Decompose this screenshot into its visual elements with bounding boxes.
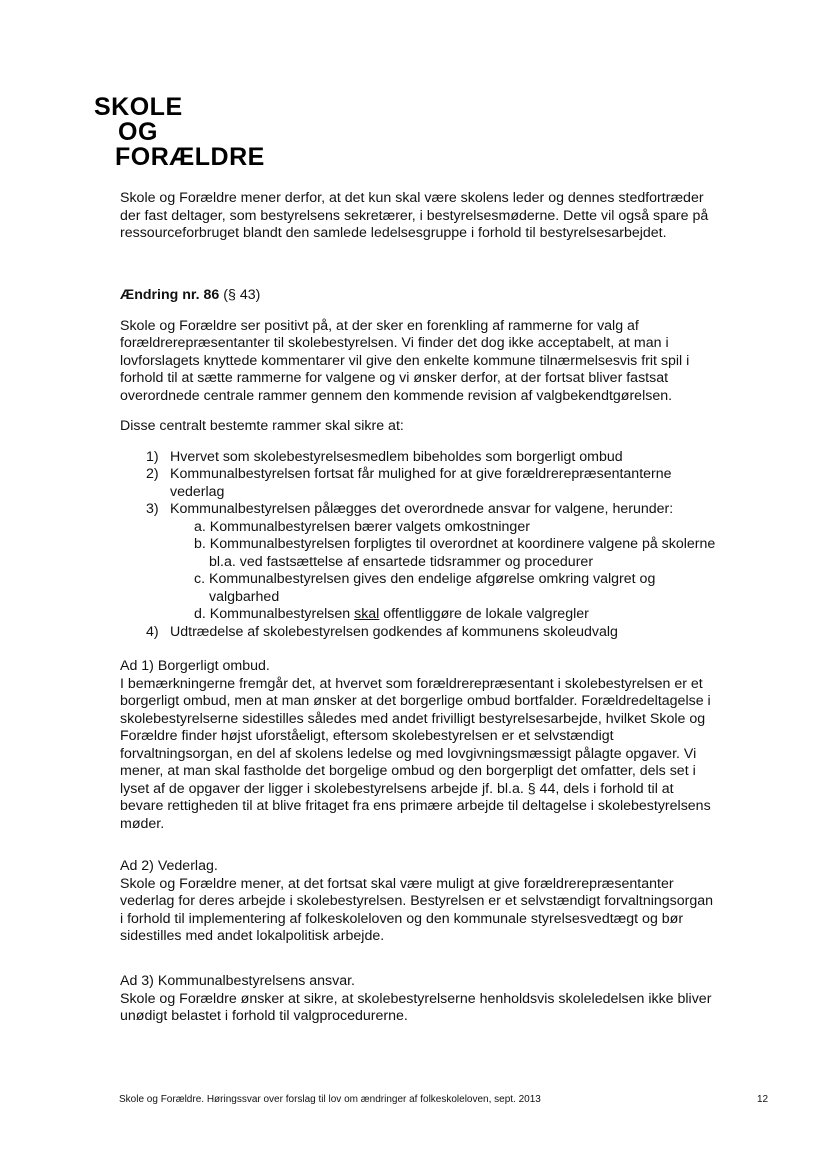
- amendment-paragraph: Skole og Forældre ser positivt på, at der sker en forenkling af rammerne for valg af forældrerepræsentanter til skolebestyrelsen. Vi finder det dog ikke acceptabelt, at man i lovforslagets knyttede kommentarer vil give den enkelte kommune tilnærmelsesvis frit spil i forhold til at sætte rammerne for valgene og vi ønsker derfor, at der fortsat bliver fastsat overordnede centrale rammer gennem den kommende revision af valgbekendtgørelsen.: [120, 317, 690, 404]
- requirements-list: [120, 449, 720, 642]
- logo-line-skole: SKOLE: [94, 93, 183, 121]
- list-intro: Disse centralt bestemte rammer skal sikre at:: [120, 418, 404, 434]
- ad2-section: [120, 858, 720, 946]
- list-item: [120, 624, 720, 642]
- logo-line-og: OG: [118, 118, 158, 146]
- ad3-section: [120, 973, 720, 1026]
- ad1-text: I bemærkningerne fremgår det, at hvervet som forældrerepræsentant i skolebestyrelsen er et borgerligt ombud, men at man ønsker at det borgerlige ombud bortfalder. Forældredeltagelse i skolebestyrelserne sidestilles således med andet frivilligt bestyrelsesarbejde, hvilket Skole og Forældre finder højst uforståeligt, eftersom skolebestyrelsen er et selvstændigt forvaltningsorgan, en del af skolens ledelse og med lovgivningsmæssigt pålagte opgaver. Vi mener, at man skal fastholde det borgelige ombud og den borgerpligt det omfatter, dels set i lyset af de opgaver der ligger i skolebestyrelsens arbejde jf. bl.a. § 44, dels i forhold til at bevare rettigheden til at blive fritaget fra ens primære arbejde til deltagelse i skolebestyrelsens møder.: [120, 675, 711, 832]
- logo-line-foraeldre: FORÆLDRE: [115, 143, 265, 171]
- sub-list: [170, 519, 720, 624]
- amendment-heading-ref: (§ 43): [223, 287, 261, 303]
- ad3-text: Skole og Forældre ønsker at sikre, at skolebestyrelserne henholdsvis skoleledelsen ikke bliver unødigt belastet i forhold til valgprocedurerne.: [120, 990, 712, 1024]
- list-item-number: 1): [146, 448, 159, 465]
- page-footer: Skole og Forældre. Høringssvar over forslag til lov om ændringer af folkeskoleloven, sept. 2013: [119, 1094, 541, 1105]
- ad2-text: Skole og Forældre mener, at det fortsat skal være muligt at give forældrerepræsentanter vederlag for deres arbejde i skolebestyrelsen. Bestyrelsen er et selvstændigt forvaltningsorgan i forhold til implementering af folkeskoleloven og den kommunale styrelsesvedtægt og bør sidestilles med andet lokalpolitisk arbejde.: [120, 875, 714, 944]
- list-item: [120, 449, 720, 467]
- list-item-number: 2): [146, 466, 159, 482]
- page-number: 12: [757, 1094, 769, 1105]
- list-item-text: Kommunalbestyrelsen pålægges det overordnede ansvar for valgene, herunder:: [170, 501, 674, 517]
- sub-list-item: b. Kommunalbestyrelsen forpligtes til overordnet at koordinere valgene på skolerne bl.a. ved fastsættelse af ensartede tidsrammer og procedurer: [194, 536, 716, 570]
- list-item: [120, 466, 720, 501]
- organization-logo: [94, 95, 265, 170]
- sub-item-d-pre: d. Kommunalbestyrelsen: [194, 606, 355, 622]
- amendment-section: [120, 287, 720, 641]
- sub-list-item: a. Kommunalbestyrelsen bærer valgets omkostninger: [194, 518, 530, 535]
- sub-list-item: c. Kommunalbestyrelsen gives den endelige afgørelse omkring valgret og valgbarhed: [194, 571, 656, 605]
- intro-section: [120, 190, 720, 243]
- list-item-text: Udtrædelse af skolebestyrelsen godkendes af kommunens skoleudvalg: [170, 623, 618, 640]
- ad2-title: Ad 2) Vederlag.: [120, 858, 218, 874]
- ad1-section: [120, 658, 720, 833]
- list-item-text: Hvervet som skolebestyrelsesmedlem bibeholdes som borgerligt ombud: [170, 448, 623, 465]
- amendment-heading-title: Ændring nr. 86: [120, 287, 220, 303]
- list-item-number: 4): [146, 623, 159, 640]
- sub-item-d-post: offentliggøre de lokale valgregler: [379, 606, 589, 622]
- list-item-number: 3): [146, 501, 159, 517]
- sub-item-d-emphasis: skal: [354, 606, 380, 622]
- ad3-title: Ad 3) Kommunalbestyrelsens ansvar.: [120, 973, 355, 989]
- list-item-text: Kommunalbestyrelsen fortsat får mulighed for at give forældrerepræsentanterne vederlag: [170, 466, 672, 500]
- ad1-title: Ad 1) Borgerligt ombud.: [120, 658, 270, 674]
- intro-paragraph: Skole og Forældre mener derfor, at det kun skal være skolens leder og dennes stedfortræder der fast deltager, som bestyrelsens sekretærer, i bestyrelsesmøderne. Dette vil også spare på ressourceforbruget blandt den samlede ledelsesgruppe i forhold til bestyrelsesarbejdet.: [120, 190, 709, 241]
- amendment-heading: [120, 287, 720, 305]
- list-item: [120, 501, 720, 624]
- sub-list-item: [170, 606, 720, 624]
